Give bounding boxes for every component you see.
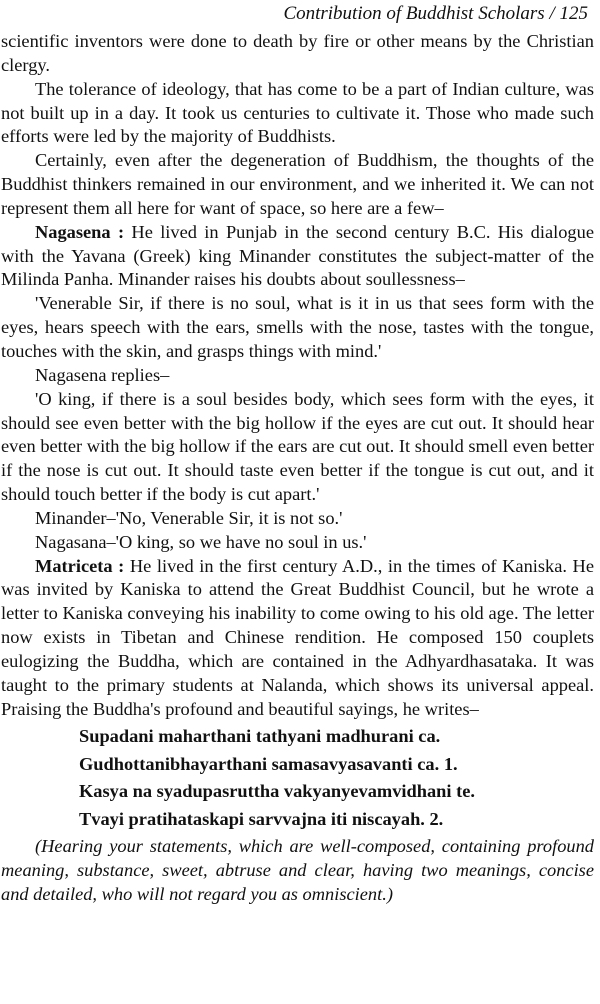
running-head: Contribution of Buddhist Scholars / 125 — [283, 3, 588, 24]
term-matriceta: Matriceta : — [35, 555, 125, 576]
verse-line: Gudhottanibhayarthani samasavyasavanti ca. 1. — [79, 753, 458, 774]
verse-line: Tvayi pratihataskapi sarvvajna iti niscayah. 2. — [79, 808, 444, 829]
paragraph-matriceta — [1, 555, 594, 722]
paragraph-nagasena — [1, 221, 594, 293]
verse-block — [79, 723, 594, 833]
verse-line: Supadani maharthani tathyani madhurani ca. — [79, 726, 441, 747]
verse-line: Kasya na syadupasruttha vakyanyevamvidhani te. — [79, 781, 475, 802]
paragraph-thinkers: Certainly, even after the degeneration of Buddhism, the thoughts of the Buddhist thinkers remained in our environment, and we inherited it. We can not represent them all here for want of space, so here are a few– — [1, 150, 594, 218]
paragraph-nagasana: Nagasana–'O king, so we have no soul in us.' — [35, 531, 367, 552]
paragraph-replies: Nagasena replies– — [35, 364, 170, 385]
paragraph-continuation: scientific inventors were done to death by fire or other means by the Christian clergy. — [1, 31, 594, 75]
paragraph-minander: Minander–'No, Venerable Sir, it is not so.' — [35, 507, 343, 528]
term-nagasena: Nagasena : — [35, 221, 125, 242]
matriceta-text: He lived in the first century A.D., in the times of Kaniska. He was invited by Kaniska to attend the Great Buddhist Council, but he wrote a letter to Kaniska conveying his inability to come owing to his old age. The letter now exists in Tibetan and Chinese rendition. He composed 150 couplets eulogizing the Buddha, which are contained in the Adhyardhasataka. It was taught to the primary students at Nalanda, which shows its universal appeal. Praising the Buddha's profound and beautiful sayings, he writes– — [1, 555, 594, 719]
paragraph-answer: 'O king, if there is a soul besides body, which sees form with the eyes, it should see even better with the big hollow if the eyes are cut out. It should hear even better with the big hollow if the ears are cut out. It should smell even better if the nose is cut out. It should taste even better if the tongue is cut out, and it should touch better if the body is cut apart.' — [1, 388, 594, 505]
verse-translation: (Hearing your statements, which are well-composed, containing profound meaning, substance, sweet, abtruse and clear, having two meanings, concise and detailed, who will not regard you as omniscient.) — [1, 836, 594, 905]
paragraph-tolerance: The tolerance of ideology, that has come to be a part of Indian culture, was not built up in a day. It took us centuries to cultivate it. Those who made such efforts were led by the majority of Buddhists. — [1, 78, 594, 147]
body-text — [1, 30, 594, 907]
nagasena-text: He lived in Punjab in the second century B.C. His dialogue with the Yavana (Greek) king Minander constitutes the subject-matter of the Milinda Panha. Minander raises his doubts about soullessness– — [1, 221, 594, 290]
paragraph-question: 'Venerable Sir, if there is no soul, what is it in us that sees form with the eyes, hears speech with the ears, smells with the nose, tastes with the tongue, touches with the skin, and grasps things with mind.' — [1, 293, 594, 361]
